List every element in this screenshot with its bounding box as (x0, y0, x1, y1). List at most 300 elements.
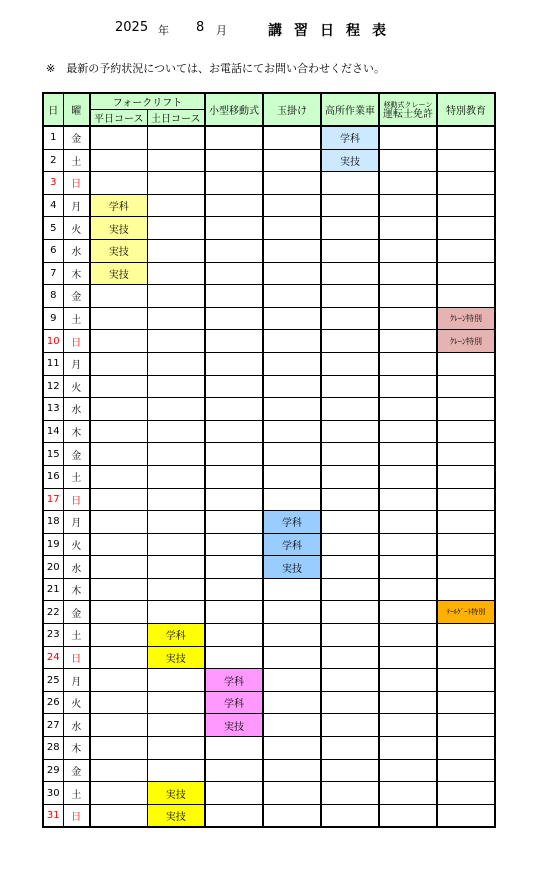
cell-mobile-crane (379, 691, 437, 714)
cell-aerial (321, 307, 379, 330)
table-row (43, 669, 495, 692)
cell-slinging: 学科 (263, 511, 321, 534)
cell-forklift-weekend (147, 465, 205, 488)
cell-mobile-crane (379, 601, 437, 624)
cell-aerial (321, 601, 379, 624)
cell-forklift-weekend (147, 375, 205, 398)
cell-aerial (321, 443, 379, 466)
table-row (43, 465, 495, 488)
cell-date: 9 (43, 307, 63, 330)
cell-forklift-weekend (147, 511, 205, 534)
table-row (43, 804, 495, 827)
cell-forklift-weekday: 実技 (90, 217, 147, 240)
cell-weekday: 土 (63, 149, 90, 172)
cell-forklift-weekday (90, 759, 147, 782)
cell-mobile-crane (379, 714, 437, 737)
cell-weekday: 日 (63, 488, 90, 511)
cell-date: 29 (43, 759, 63, 782)
cell-forklift-weekday (90, 330, 147, 353)
cell-small-mobile (205, 578, 263, 601)
cell-small-mobile (205, 126, 263, 149)
cell-forklift-weekday (90, 420, 147, 443)
header-small-mobile: 小型移動式 (205, 93, 263, 126)
cell-date: 4 (43, 194, 63, 217)
cell-small-mobile (205, 330, 263, 353)
cell-slinging (263, 149, 321, 172)
cell-slinging (263, 669, 321, 692)
cell-date: 22 (43, 601, 63, 624)
cell-slinging (263, 285, 321, 308)
cell-forklift-weekday (90, 556, 147, 579)
cell-mobile-crane (379, 375, 437, 398)
cell-small-mobile (205, 239, 263, 262)
cell-date: 11 (43, 352, 63, 375)
cell-date: 15 (43, 443, 63, 466)
cell-date: 26 (43, 691, 63, 714)
cell-forklift-weekday (90, 443, 147, 466)
cell-forklift-weekend (147, 217, 205, 240)
cell-slinging (263, 420, 321, 443)
cell-date: 30 (43, 782, 63, 805)
cell-forklift-weekend (147, 330, 205, 353)
cell-forklift-weekday (90, 149, 147, 172)
cell-date: 8 (43, 285, 63, 308)
cell-forklift-weekend (147, 443, 205, 466)
cell-small-mobile (205, 737, 263, 760)
cell-special (437, 172, 495, 195)
table-row (43, 511, 495, 534)
cell-weekday: 火 (63, 217, 90, 240)
cell-special (437, 420, 495, 443)
cell-forklift-weekend (147, 262, 205, 285)
cell-special (437, 578, 495, 601)
title-month: 8 (196, 20, 205, 35)
cell-special (437, 217, 495, 240)
title-year-unit: 年 (158, 24, 169, 37)
cell-small-mobile (205, 375, 263, 398)
header-forklift-weekend: 土日コース (147, 110, 205, 127)
cell-forklift-weekday (90, 601, 147, 624)
cell-aerial (321, 420, 379, 443)
cell-weekday: 土 (63, 624, 90, 647)
cell-date: 19 (43, 533, 63, 556)
cell-date: 1 (43, 126, 63, 149)
cell-weekday: 金 (63, 443, 90, 466)
cell-aerial: 学科 (321, 126, 379, 149)
cell-special (437, 737, 495, 760)
cell-mobile-crane (379, 420, 437, 443)
cell-small-mobile: 学科 (205, 691, 263, 714)
title-main: 講習日程表 (268, 23, 398, 39)
cell-weekday: 月 (63, 352, 90, 375)
cell-aerial (321, 691, 379, 714)
cell-forklift-weekend: 学科 (147, 624, 205, 647)
cell-small-mobile (205, 352, 263, 375)
cell-special (437, 624, 495, 647)
cell-aerial (321, 646, 379, 669)
cell-slinging (263, 624, 321, 647)
cell-forklift-weekend (147, 172, 205, 195)
cell-date: 23 (43, 624, 63, 647)
cell-forklift-weekend (147, 533, 205, 556)
header-mobile-crane-bottom: 運転士免許 (383, 108, 433, 120)
cell-mobile-crane (379, 307, 437, 330)
cell-small-mobile (205, 488, 263, 511)
cell-date: 28 (43, 737, 63, 760)
cell-small-mobile (205, 194, 263, 217)
cell-special: ｸﾚｰﾝ特別 (437, 307, 495, 330)
cell-small-mobile: 学科 (205, 669, 263, 692)
cell-forklift-weekend (147, 669, 205, 692)
cell-mobile-crane (379, 669, 437, 692)
cell-weekday: 月 (63, 669, 90, 692)
cell-forklift-weekday (90, 398, 147, 421)
cell-slinging (263, 330, 321, 353)
cell-forklift-weekday (90, 511, 147, 534)
cell-forklift-weekday (90, 804, 147, 827)
cell-forklift-weekday (90, 375, 147, 398)
cell-slinging (263, 601, 321, 624)
notice-text: ※ 最新の予約状況については、お電話にてお問い合わせください。 (46, 62, 385, 75)
table-row (43, 714, 495, 737)
cell-weekday: 金 (63, 601, 90, 624)
cell-mobile-crane (379, 262, 437, 285)
cell-small-mobile (205, 782, 263, 805)
cell-forklift-weekday (90, 669, 147, 692)
cell-slinging (263, 714, 321, 737)
cell-mobile-crane (379, 330, 437, 353)
cell-small-mobile (205, 443, 263, 466)
table-row (43, 149, 495, 172)
table-row (43, 352, 495, 375)
cell-special (437, 691, 495, 714)
cell-mobile-crane (379, 533, 437, 556)
cell-weekday: 金 (63, 285, 90, 308)
table-row (43, 782, 495, 805)
cell-weekday: 木 (63, 262, 90, 285)
cell-aerial (321, 465, 379, 488)
cell-special (437, 375, 495, 398)
cell-slinging (263, 398, 321, 421)
cell-slinging (263, 307, 321, 330)
cell-small-mobile (205, 646, 263, 669)
table-row (43, 488, 495, 511)
cell-forklift-weekday (90, 714, 147, 737)
cell-slinging (263, 759, 321, 782)
cell-weekday: 日 (63, 330, 90, 353)
cell-weekday: 火 (63, 533, 90, 556)
table-row (43, 533, 495, 556)
cell-special (437, 149, 495, 172)
cell-small-mobile: 実技 (205, 714, 263, 737)
cell-aerial (321, 511, 379, 534)
cell-special (437, 804, 495, 827)
table-row (43, 194, 495, 217)
cell-weekday: 日 (63, 804, 90, 827)
cell-forklift-weekday (90, 624, 147, 647)
cell-slinging (263, 443, 321, 466)
table-row (43, 624, 495, 647)
cell-mobile-crane (379, 737, 437, 760)
cell-aerial (321, 262, 379, 285)
cell-slinging (263, 172, 321, 195)
cell-forklift-weekend (147, 194, 205, 217)
cell-slinging: 学科 (263, 533, 321, 556)
cell-aerial (321, 624, 379, 647)
cell-mobile-crane (379, 172, 437, 195)
cell-weekday: 木 (63, 578, 90, 601)
cell-aerial (321, 737, 379, 760)
cell-slinging (263, 737, 321, 760)
cell-mobile-crane (379, 556, 437, 579)
cell-special (437, 511, 495, 534)
cell-weekday: 水 (63, 556, 90, 579)
cell-small-mobile (205, 556, 263, 579)
cell-mobile-crane (379, 398, 437, 421)
cell-forklift-weekend (147, 126, 205, 149)
cell-forklift-weekend (147, 239, 205, 262)
cell-weekday: 日 (63, 172, 90, 195)
cell-special (437, 465, 495, 488)
cell-forklift-weekday (90, 691, 147, 714)
cell-forklift-weekday (90, 352, 147, 375)
cell-special (437, 126, 495, 149)
cell-forklift-weekday (90, 285, 147, 308)
cell-forklift-weekend: 実技 (147, 646, 205, 669)
cell-special (437, 262, 495, 285)
cell-aerial (321, 556, 379, 579)
cell-weekday: 土 (63, 782, 90, 805)
cell-slinging (263, 239, 321, 262)
table-row (43, 443, 495, 466)
cell-small-mobile (205, 398, 263, 421)
cell-mobile-crane (379, 149, 437, 172)
table-row (43, 285, 495, 308)
cell-forklift-weekend (147, 488, 205, 511)
cell-date: 12 (43, 375, 63, 398)
cell-forklift-weekend (147, 352, 205, 375)
cell-forklift-weekday: 実技 (90, 239, 147, 262)
cell-date: 17 (43, 488, 63, 511)
cell-aerial (321, 330, 379, 353)
cell-special (437, 556, 495, 579)
cell-forklift-weekday (90, 578, 147, 601)
header-forklift-weekday: 平日コース (90, 110, 147, 127)
cell-weekday: 火 (63, 375, 90, 398)
cell-aerial (321, 488, 379, 511)
cell-weekday: 金 (63, 126, 90, 149)
cell-forklift-weekday (90, 782, 147, 805)
cell-weekday: 土 (63, 465, 90, 488)
cell-date: 10 (43, 330, 63, 353)
cell-special (437, 488, 495, 511)
header-weekday: 曜 (63, 93, 90, 126)
cell-small-mobile (205, 759, 263, 782)
cell-date: 24 (43, 646, 63, 669)
cell-special (437, 759, 495, 782)
cell-date: 5 (43, 217, 63, 240)
cell-mobile-crane (379, 804, 437, 827)
cell-small-mobile (205, 149, 263, 172)
cell-weekday: 日 (63, 646, 90, 669)
schedule-table (42, 92, 496, 828)
cell-aerial (321, 782, 379, 805)
cell-forklift-weekday (90, 465, 147, 488)
cell-forklift-weekday (90, 488, 147, 511)
cell-weekday: 水 (63, 398, 90, 421)
cell-date: 25 (43, 669, 63, 692)
table-row (43, 737, 495, 760)
cell-small-mobile (205, 601, 263, 624)
cell-forklift-weekend (147, 285, 205, 308)
cell-forklift-weekend (147, 420, 205, 443)
cell-date: 2 (43, 149, 63, 172)
cell-forklift-weekday (90, 737, 147, 760)
cell-mobile-crane (379, 443, 437, 466)
header-slinging: 玉掛け (263, 93, 321, 126)
table-row (43, 126, 495, 149)
table-row (43, 375, 495, 398)
page-title (0, 20, 544, 42)
cell-small-mobile (205, 420, 263, 443)
cell-weekday: 火 (63, 691, 90, 714)
cell-aerial (321, 172, 379, 195)
cell-forklift-weekend (147, 307, 205, 330)
cell-forklift-weekend (147, 737, 205, 760)
cell-aerial (321, 398, 379, 421)
cell-forklift-weekend (147, 601, 205, 624)
cell-slinging (263, 804, 321, 827)
cell-small-mobile (205, 465, 263, 488)
cell-slinging (263, 352, 321, 375)
cell-slinging (263, 691, 321, 714)
cell-weekday: 水 (63, 239, 90, 262)
cell-slinging: 実技 (263, 556, 321, 579)
cell-mobile-crane (379, 239, 437, 262)
header-forklift: フォークリフト (90, 93, 205, 110)
cell-special (437, 352, 495, 375)
title-year: 2025 (115, 20, 149, 35)
cell-weekday: 月 (63, 194, 90, 217)
cell-forklift-weekend (147, 556, 205, 579)
table-row (43, 398, 495, 421)
cell-date: 16 (43, 465, 63, 488)
cell-small-mobile (205, 511, 263, 534)
cell-mobile-crane (379, 465, 437, 488)
cell-aerial (321, 669, 379, 692)
cell-slinging (263, 488, 321, 511)
cell-aerial (321, 217, 379, 240)
cell-small-mobile (205, 624, 263, 647)
cell-forklift-weekend (147, 149, 205, 172)
cell-forklift-weekday (90, 533, 147, 556)
cell-slinging (263, 217, 321, 240)
cell-slinging (263, 194, 321, 217)
cell-special (437, 443, 495, 466)
cell-special (437, 646, 495, 669)
cell-aerial (321, 714, 379, 737)
cell-slinging (263, 782, 321, 805)
cell-small-mobile (205, 262, 263, 285)
cell-forklift-weekend (147, 691, 205, 714)
table-row (43, 330, 495, 353)
cell-special: ｸﾚｰﾝ特別 (437, 330, 495, 353)
cell-slinging (263, 578, 321, 601)
table-row (43, 262, 495, 285)
cell-forklift-weekend: 実技 (147, 804, 205, 827)
cell-aerial (321, 804, 379, 827)
cell-aerial (321, 375, 379, 398)
cell-forklift-weekend (147, 578, 205, 601)
cell-date: 6 (43, 239, 63, 262)
cell-forklift-weekday (90, 172, 147, 195)
cell-aerial (321, 285, 379, 308)
cell-slinging (263, 375, 321, 398)
cell-mobile-crane (379, 511, 437, 534)
cell-special (437, 782, 495, 805)
cell-small-mobile (205, 172, 263, 195)
table-row (43, 578, 495, 601)
cell-mobile-crane (379, 352, 437, 375)
cell-date: 18 (43, 511, 63, 534)
table-row (43, 556, 495, 579)
cell-special (437, 533, 495, 556)
cell-aerial (321, 578, 379, 601)
cell-mobile-crane (379, 488, 437, 511)
cell-mobile-crane (379, 646, 437, 669)
cell-special (437, 714, 495, 737)
cell-forklift-weekday (90, 646, 147, 669)
cell-forklift-weekday: 学科 (90, 194, 147, 217)
table-row (43, 239, 495, 262)
table-row (43, 420, 495, 443)
cell-forklift-weekday (90, 307, 147, 330)
cell-mobile-crane (379, 578, 437, 601)
cell-special: ﾃｰﾙｹﾞｰﾄ特別 (437, 601, 495, 624)
cell-special (437, 194, 495, 217)
cell-weekday: 水 (63, 714, 90, 737)
cell-special (437, 285, 495, 308)
cell-aerial (321, 533, 379, 556)
cell-slinging (263, 262, 321, 285)
cell-weekday: 土 (63, 307, 90, 330)
table-row (43, 307, 495, 330)
cell-weekday: 木 (63, 737, 90, 760)
cell-weekday: 木 (63, 420, 90, 443)
cell-aerial (321, 239, 379, 262)
cell-aerial (321, 194, 379, 217)
cell-small-mobile (205, 307, 263, 330)
cell-forklift-weekend (147, 714, 205, 737)
cell-forklift-weekend (147, 398, 205, 421)
cell-forklift-weekend: 実技 (147, 782, 205, 805)
cell-small-mobile (205, 804, 263, 827)
header-mobile-crane-top: 移動式クレーン (383, 100, 433, 109)
table-row (43, 601, 495, 624)
cell-mobile-crane (379, 782, 437, 805)
cell-date: 7 (43, 262, 63, 285)
table-row (43, 759, 495, 782)
cell-forklift-weekend (147, 759, 205, 782)
cell-slinging (263, 126, 321, 149)
cell-slinging (263, 646, 321, 669)
cell-slinging (263, 465, 321, 488)
cell-date: 21 (43, 578, 63, 601)
table-row (43, 691, 495, 714)
cell-special (437, 398, 495, 421)
cell-weekday: 月 (63, 511, 90, 534)
cell-date: 31 (43, 804, 63, 827)
